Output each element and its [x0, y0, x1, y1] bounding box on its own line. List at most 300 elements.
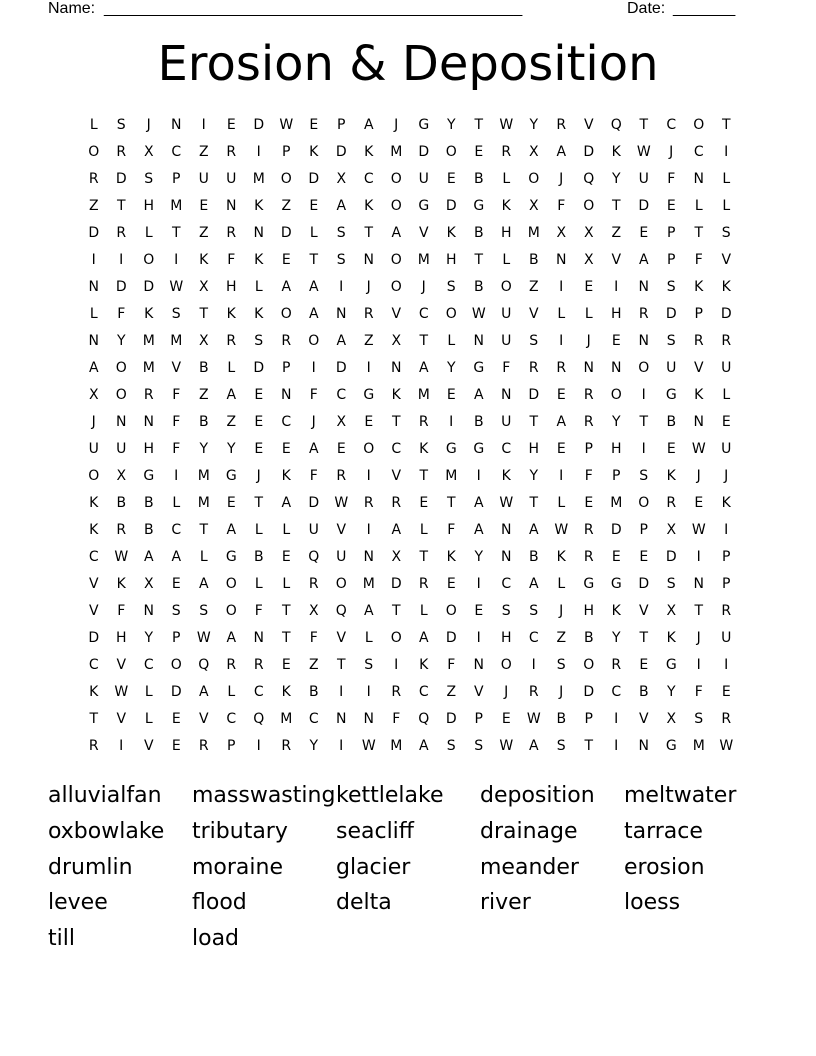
grid-letter[interactable]: I [614, 279, 619, 295]
grid-letter[interactable]: P [227, 738, 236, 754]
grid-letter[interactable]: R [363, 306, 374, 322]
grid-letter[interactable]: R [556, 360, 567, 376]
grid-letter[interactable]: E [281, 657, 291, 673]
grid-letter[interactable]: N [638, 279, 649, 295]
grid-letter[interactable]: J [696, 468, 701, 484]
grid-letter[interactable]: O [88, 144, 100, 160]
grid-letter[interactable]: W [169, 279, 184, 295]
grid-letter[interactable]: R [583, 549, 594, 565]
grid-letter[interactable]: Z [226, 414, 237, 430]
grid-letter[interactable]: W [114, 684, 129, 700]
grid-letter[interactable]: S [529, 333, 539, 349]
grid-letter[interactable]: R [116, 144, 127, 160]
grid-letter[interactable]: E [666, 441, 676, 457]
grid-letter[interactable]: A [143, 549, 154, 565]
grid-letter[interactable]: F [447, 657, 456, 673]
grid-letter[interactable]: I [724, 522, 729, 538]
grid-letter[interactable]: X [116, 468, 127, 484]
grid-letter[interactable]: M [252, 171, 265, 187]
grid-letter[interactable]: S [336, 225, 346, 241]
grid-letter[interactable]: S [364, 657, 374, 673]
grid-letter[interactable]: T [419, 333, 429, 349]
grid-letter[interactable]: A [418, 738, 429, 754]
grid-letter[interactable]: A [308, 306, 319, 322]
grid-letter[interactable]: H [143, 198, 155, 214]
grid-letter[interactable]: E [721, 414, 731, 430]
grid-letter[interactable]: B [556, 711, 567, 727]
grid-letter[interactable]: K [501, 198, 511, 214]
grid-letter[interactable]: W [636, 144, 651, 160]
grid-letter[interactable]: L [364, 630, 373, 646]
grid-letter[interactable]: E [254, 387, 264, 403]
grid-letter[interactable]: O [638, 495, 650, 511]
grid-letter[interactable]: T [419, 468, 429, 484]
grid-letter[interactable]: K [419, 657, 429, 673]
grid-letter[interactable]: C [171, 522, 182, 538]
grid-letter[interactable]: A [308, 441, 319, 457]
grid-letter[interactable]: C [308, 711, 319, 727]
grid-letter[interactable]: O [363, 441, 375, 457]
grid-letter[interactable]: C [88, 549, 99, 565]
grid-letter[interactable]: R [253, 657, 264, 673]
grid-letter[interactable]: I [394, 657, 399, 673]
grid-letter[interactable]: Y [116, 333, 126, 349]
grid-letter[interactable]: J [421, 279, 426, 295]
grid-letter[interactable]: L [89, 117, 98, 133]
grid-letter[interactable]: C [363, 171, 374, 187]
grid-letter[interactable]: I [119, 252, 124, 268]
grid-letter[interactable]: E [281, 252, 291, 268]
grid-letter[interactable]: R [281, 333, 292, 349]
grid-letter[interactable]: J [559, 603, 564, 619]
grid-letter[interactable]: N [583, 360, 594, 376]
grid-letter[interactable]: L [89, 306, 98, 322]
grid-letter[interactable]: A [528, 522, 539, 538]
grid-letter[interactable]: S [474, 738, 484, 754]
grid-letter[interactable]: Z [528, 279, 539, 295]
grid-letter[interactable]: P [282, 360, 291, 376]
grid-letter[interactable]: N [336, 711, 347, 727]
grid-letter[interactable]: C [418, 684, 429, 700]
grid-letter[interactable]: X [336, 171, 347, 187]
grid-letter[interactable]: S [529, 603, 539, 619]
grid-letter[interactable]: A [528, 738, 539, 754]
grid-letter[interactable]: D [445, 630, 457, 646]
grid-letter[interactable]: D [308, 495, 320, 511]
grid-letter[interactable]: E [474, 603, 484, 619]
grid-letter[interactable]: A [638, 252, 649, 268]
grid-letter[interactable]: S [666, 576, 676, 592]
grid-letter[interactable]: R [281, 738, 292, 754]
grid-letter[interactable]: Q [610, 117, 622, 133]
grid-letter[interactable]: R [501, 144, 512, 160]
grid-letter[interactable]: K [391, 387, 401, 403]
grid-letter[interactable]: E [446, 171, 456, 187]
grid-letter[interactable]: N [171, 117, 182, 133]
grid-letter[interactable]: I [366, 468, 371, 484]
grid-letter[interactable]: S [171, 306, 181, 322]
grid-letter[interactable]: E [226, 117, 236, 133]
grid-letter[interactable]: L [199, 549, 208, 565]
grid-letter[interactable]: P [584, 441, 593, 457]
grid-letter[interactable]: V [638, 603, 649, 619]
grid-letter[interactable]: U [721, 630, 732, 646]
grid-letter[interactable]: B [198, 414, 209, 430]
grid-letter[interactable]: X [528, 144, 539, 160]
grid-letter[interactable]: Y [611, 171, 621, 187]
grid-letter[interactable]: C [528, 630, 539, 646]
grid-letter[interactable]: X [143, 576, 154, 592]
grid-letter[interactable]: E [171, 738, 181, 754]
grid-letter[interactable]: O [583, 657, 595, 673]
grid-letter[interactable]: D [583, 684, 595, 700]
grid-letter[interactable]: I [724, 657, 729, 673]
grid-letter[interactable]: L [557, 306, 566, 322]
grid-letter[interactable]: H [500, 225, 512, 241]
grid-letter[interactable]: F [227, 252, 236, 268]
grid-letter[interactable]: A [336, 333, 347, 349]
grid-letter[interactable]: O [390, 252, 402, 268]
grid-letter[interactable]: W [471, 306, 486, 322]
grid-letter[interactable]: A [226, 522, 237, 538]
grid-letter[interactable]: L [557, 576, 566, 592]
grid-letter[interactable]: F [254, 603, 263, 619]
grid-letter[interactable]: E [639, 549, 649, 565]
grid-letter[interactable]: D [445, 198, 457, 214]
grid-letter[interactable]: Z [198, 225, 209, 241]
grid-letter[interactable]: B [583, 630, 594, 646]
grid-letter[interactable]: K [89, 522, 99, 538]
grid-letter[interactable]: L [447, 333, 456, 349]
grid-letter[interactable]: R [88, 738, 99, 754]
grid-letter[interactable]: F [502, 360, 511, 376]
grid-letter[interactable]: J [669, 144, 674, 160]
grid-letter[interactable]: E [254, 441, 264, 457]
grid-letter[interactable]: U [198, 171, 209, 187]
grid-letter[interactable]: K [446, 225, 456, 241]
grid-letter[interactable]: F [694, 684, 703, 700]
grid-letter[interactable]: R [528, 684, 539, 700]
grid-letter[interactable]: J [559, 684, 564, 700]
grid-letter[interactable]: A [226, 630, 237, 646]
grid-letter[interactable]: I [559, 279, 564, 295]
grid-letter[interactable]: O [225, 603, 237, 619]
grid-letter[interactable]: U [501, 333, 512, 349]
grid-letter[interactable]: L [722, 198, 731, 214]
grid-letter[interactable]: O [528, 171, 540, 187]
grid-letter[interactable]: P [667, 225, 676, 241]
grid-letter[interactable]: M [390, 144, 403, 160]
grid-letter[interactable]: V [611, 252, 622, 268]
grid-letter[interactable]: T [419, 549, 429, 565]
grid-letter[interactable]: H [115, 630, 127, 646]
grid-letter[interactable]: M [197, 468, 210, 484]
grid-letter[interactable]: V [693, 360, 704, 376]
grid-letter[interactable]: D [335, 144, 347, 160]
grid-letter[interactable]: U [418, 171, 429, 187]
grid-letter[interactable]: C [171, 144, 182, 160]
grid-letter[interactable]: T [529, 414, 539, 430]
grid-letter[interactable]: M [417, 252, 430, 268]
grid-letter[interactable]: Z [88, 198, 99, 214]
grid-letter[interactable]: H [583, 603, 595, 619]
grid-letter[interactable]: N [693, 414, 704, 430]
grid-letter[interactable]: Z [611, 225, 622, 241]
grid-letter[interactable]: V [638, 711, 649, 727]
grid-letter[interactable]: A [226, 387, 237, 403]
grid-letter[interactable]: W [114, 549, 129, 565]
grid-letter[interactable]: J [586, 333, 591, 349]
grid-letter[interactable]: F [172, 387, 181, 403]
grid-letter[interactable]: D [638, 576, 650, 592]
grid-letter[interactable]: O [390, 198, 402, 214]
grid-letter[interactable]: O [280, 306, 292, 322]
grid-letter[interactable]: O [170, 657, 182, 673]
grid-letter[interactable]: Y [529, 117, 539, 133]
grid-letter[interactable]: G [473, 360, 485, 376]
grid-letter[interactable]: I [696, 549, 701, 565]
grid-letter[interactable]: D [335, 360, 347, 376]
grid-letter[interactable]: C [336, 387, 347, 403]
grid-letter[interactable]: D [115, 279, 127, 295]
grid-letter[interactable]: P [722, 549, 731, 565]
grid-letter[interactable]: H [528, 441, 540, 457]
grid-letter[interactable]: P [694, 306, 703, 322]
grid-letter[interactable]: L [282, 576, 291, 592]
grid-letter[interactable]: F [584, 468, 593, 484]
grid-letter[interactable]: C [666, 117, 677, 133]
grid-letter[interactable]: I [641, 387, 646, 403]
grid-letter[interactable]: E [501, 711, 511, 727]
grid-letter[interactable]: T [391, 414, 401, 430]
grid-letter[interactable]: A [418, 630, 429, 646]
grid-letter[interactable]: R [226, 144, 237, 160]
grid-letter[interactable]: K [721, 279, 731, 295]
grid-letter[interactable]: R [308, 576, 319, 592]
grid-letter[interactable]: E [694, 495, 704, 511]
grid-letter[interactable]: L [282, 522, 291, 538]
grid-letter[interactable]: X [666, 603, 677, 619]
grid-letter[interactable]: S [446, 279, 456, 295]
grid-letter[interactable]: U [336, 549, 347, 565]
grid-letter[interactable]: K [611, 603, 621, 619]
date-field[interactable]: _______ [673, 0, 736, 17]
grid-letter[interactable]: E [584, 495, 594, 511]
grid-letter[interactable]: O [308, 333, 320, 349]
grid-letter[interactable]: R [116, 225, 127, 241]
grid-letter[interactable]: Y [446, 117, 456, 133]
grid-letter[interactable]: Q [253, 711, 265, 727]
grid-letter[interactable]: Y [611, 414, 621, 430]
grid-letter[interactable]: V [88, 576, 99, 592]
grid-letter[interactable]: L [694, 198, 703, 214]
grid-letter[interactable]: K [446, 549, 456, 565]
grid-letter[interactable]: V [198, 711, 209, 727]
grid-letter[interactable]: V [116, 711, 127, 727]
grid-letter[interactable]: U [308, 522, 319, 538]
grid-letter[interactable]: Z [198, 387, 209, 403]
grid-letter[interactable]: K [501, 468, 511, 484]
grid-letter[interactable]: D [610, 522, 622, 538]
grid-letter[interactable]: B [638, 684, 649, 700]
grid-letter[interactable]: N [638, 738, 649, 754]
grid-letter[interactable]: H [143, 441, 155, 457]
grid-letter[interactable]: P [474, 711, 483, 727]
grid-letter[interactable]: M [527, 225, 540, 241]
grid-letter[interactable]: R [391, 495, 402, 511]
grid-letter[interactable]: A [473, 495, 484, 511]
grid-letter[interactable]: E [446, 576, 456, 592]
grid-letter[interactable]: O [445, 306, 457, 322]
grid-letter[interactable]: G [473, 198, 485, 214]
grid-letter[interactable]: T [171, 225, 181, 241]
grid-letter[interactable]: G [418, 198, 430, 214]
grid-letter[interactable]: S [144, 171, 154, 187]
grid-letter[interactable]: N [391, 360, 402, 376]
grid-letter[interactable]: D [170, 684, 182, 700]
grid-letter[interactable]: I [614, 711, 619, 727]
grid-letter[interactable]: I [476, 468, 481, 484]
grid-letter[interactable]: K [666, 630, 676, 646]
grid-letter[interactable]: L [172, 495, 181, 511]
grid-letter[interactable]: I [614, 738, 619, 754]
grid-letter[interactable]: X [198, 333, 209, 349]
grid-letter[interactable]: A [171, 549, 182, 565]
grid-letter[interactable]: P [667, 252, 676, 268]
grid-letter[interactable]: U [116, 441, 127, 457]
grid-letter[interactable]: K [611, 144, 621, 160]
grid-letter[interactable]: I [339, 684, 344, 700]
grid-letter[interactable]: T [529, 495, 539, 511]
grid-letter[interactable]: K [226, 306, 236, 322]
grid-letter[interactable]: P [612, 468, 621, 484]
grid-letter[interactable]: U [666, 360, 677, 376]
grid-letter[interactable]: E [254, 414, 264, 430]
grid-letter[interactable]: E [419, 495, 429, 511]
grid-letter[interactable]: J [559, 171, 564, 187]
grid-letter[interactable]: I [696, 657, 701, 673]
grid-letter[interactable]: D [253, 360, 265, 376]
grid-letter[interactable]: R [226, 657, 237, 673]
grid-letter[interactable]: G [665, 387, 677, 403]
grid-letter[interactable]: R [198, 738, 209, 754]
grid-letter[interactable]: U [721, 360, 732, 376]
grid-letter[interactable]: W [719, 738, 734, 754]
grid-letter[interactable]: Q [308, 549, 320, 565]
grid-letter[interactable]: K [281, 684, 291, 700]
grid-letter[interactable]: R [528, 360, 539, 376]
grid-letter[interactable]: M [692, 738, 705, 754]
grid-letter[interactable]: G [143, 468, 155, 484]
grid-letter[interactable]: E [611, 333, 621, 349]
grid-letter[interactable]: U [88, 441, 99, 457]
grid-letter[interactable]: L [502, 252, 511, 268]
grid-letter[interactable]: J [696, 630, 701, 646]
grid-letter[interactable]: I [559, 468, 564, 484]
grid-letter[interactable]: L [254, 576, 263, 592]
grid-letter[interactable]: I [531, 657, 536, 673]
grid-letter[interactable]: S [556, 738, 566, 754]
grid-letter[interactable]: K [89, 495, 99, 511]
grid-letter[interactable]: T [639, 630, 649, 646]
grid-letter[interactable]: I [641, 441, 646, 457]
grid-letter[interactable]: J [724, 468, 729, 484]
grid-letter[interactable]: W [499, 738, 514, 754]
grid-letter[interactable]: F [447, 522, 456, 538]
grid-letter[interactable]: P [639, 522, 648, 538]
grid-letter[interactable]: K [199, 252, 209, 268]
grid-letter[interactable]: R [116, 522, 127, 538]
grid-letter[interactable]: O [583, 198, 595, 214]
grid-letter[interactable]: C [611, 684, 622, 700]
grid-letter[interactable]: T [694, 225, 704, 241]
grid-letter[interactable]: S [666, 333, 676, 349]
grid-letter[interactable]: P [337, 117, 346, 133]
grid-letter[interactable]: A [391, 522, 402, 538]
grid-letter[interactable]: A [281, 495, 292, 511]
grid-letter[interactable]: N [116, 414, 127, 430]
grid-letter[interactable]: R [226, 333, 237, 349]
grid-letter[interactable]: W [196, 630, 211, 646]
grid-letter[interactable]: E [666, 198, 676, 214]
grid-letter[interactable]: N [363, 711, 374, 727]
grid-letter[interactable]: W [499, 495, 514, 511]
grid-letter[interactable]: O [638, 360, 650, 376]
grid-letter[interactable]: I [174, 468, 179, 484]
grid-letter[interactable]: I [174, 252, 179, 268]
grid-letter[interactable]: P [172, 171, 181, 187]
grid-letter[interactable]: L [309, 225, 318, 241]
grid-letter[interactable]: B [116, 495, 127, 511]
grid-letter[interactable]: I [201, 117, 206, 133]
grid-letter[interactable]: V [583, 117, 594, 133]
grid-letter[interactable]: T [336, 657, 346, 673]
grid-letter[interactable]: W [361, 738, 376, 754]
grid-letter[interactable]: N [473, 333, 484, 349]
grid-letter[interactable]: Y [226, 441, 236, 457]
grid-letter[interactable]: F [309, 630, 318, 646]
grid-letter[interactable]: F [309, 387, 318, 403]
grid-letter[interactable]: O [610, 387, 622, 403]
grid-letter[interactable]: D [88, 225, 100, 241]
grid-letter[interactable]: E [474, 144, 484, 160]
grid-letter[interactable]: G [225, 468, 237, 484]
grid-letter[interactable]: G [225, 549, 237, 565]
grid-letter[interactable]: A [363, 603, 374, 619]
grid-letter[interactable]: J [146, 117, 151, 133]
grid-letter[interactable]: Y [666, 684, 676, 700]
grid-letter[interactable]: V [336, 522, 347, 538]
grid-letter[interactable]: K [364, 144, 374, 160]
grid-letter[interactable]: T [199, 306, 209, 322]
grid-letter[interactable]: X [583, 225, 594, 241]
grid-letter[interactable]: D [445, 711, 457, 727]
grid-letter[interactable]: E [226, 495, 236, 511]
grid-letter[interactable]: J [366, 279, 371, 295]
grid-letter[interactable]: X [308, 603, 319, 619]
grid-letter[interactable]: S [694, 711, 704, 727]
grid-letter[interactable]: D [528, 387, 540, 403]
grid-letter[interactable]: O [115, 360, 127, 376]
grid-letter[interactable]: R [88, 171, 99, 187]
grid-letter[interactable]: K [721, 495, 731, 511]
grid-letter[interactable]: I [311, 360, 316, 376]
grid-letter[interactable]: M [362, 576, 375, 592]
grid-letter[interactable]: B [528, 252, 539, 268]
grid-letter[interactable]: R [363, 495, 374, 511]
grid-letter[interactable]: O [335, 576, 347, 592]
grid-letter[interactable]: E [336, 441, 346, 457]
